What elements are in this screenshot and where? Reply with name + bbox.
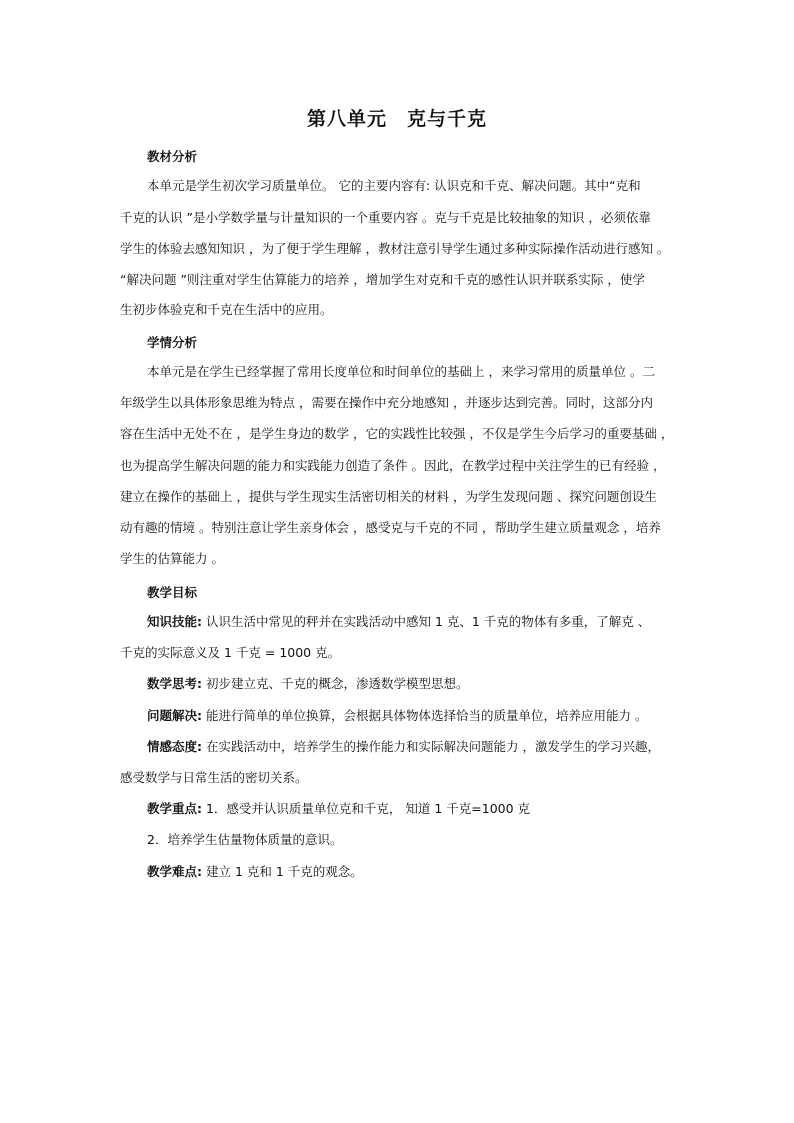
goal-text: 1．感受并认识质量单位克和千克， 知道 1 千克=1000 克	[202, 801, 531, 816]
teaching-difficulty	[147, 864, 363, 880]
goal-text: 建立 1 克和 1 千克的观念。	[202, 864, 363, 879]
paragraph-line: 千克的认识 ”是小学数学量与计量知识的一个重要内容 。克与千克是比较抽象的知识 ，必须依靠	[120, 210, 651, 225]
paragraph-line: 学生的体验去感知知识 ，为了便于学生理解 ，教材注意引导学生通过多种实际操作活动进行感知 。	[120, 241, 670, 256]
goal-text: 初步建立克、千克的概念，渗透数学模型思想。	[202, 676, 469, 691]
goal-label: 教学难点:	[147, 864, 202, 879]
goal-label: 数学思考:	[147, 676, 202, 691]
goal-label: 知识技能:	[147, 614, 202, 629]
goal-text: 在实践活动中，培养学生的操作能力和实际解决问题能力 ，激发学生的学习兴趣，	[202, 739, 660, 754]
page-title: 第八单元 克与千克	[306, 108, 487, 130]
paragraph-line: “解决问题 ”则注重对学生估算能力的培养 ，增加学生对克和千克的感性认识并联系实际 ，使学	[120, 272, 645, 287]
paragraph-line: 年级学生以具体形象思维为特点 ，需要在操作中充分地感知 ，并逐步达到完善。同时，这部分内	[120, 395, 653, 410]
section-heading-teaching-goals: 教学目标	[147, 585, 198, 600]
goal-text: 能进行简单的单位换算，会根据具体物体选择恰当的质量单位，培养应用能力 。	[202, 708, 648, 723]
section-heading-student-analysis: 学情分析	[147, 335, 198, 350]
paragraph-line: 建立在操作的基础上 ，提供与学生现实生活密切相关的材料 ，为学生发现问题 、探究问题创设生	[120, 489, 657, 504]
goal-label: 情感态度:	[147, 739, 202, 754]
paragraph-line: 动有趣的情境 。特别注意让学生亲身体会 ，感受克与千克的不同 ，帮助学生建立质量观念 ，培养	[120, 520, 661, 535]
goal-label: 问题解决:	[147, 708, 202, 723]
paragraph-line: 本单元是学生初次学习质量单位。 它的主要内容有: 认识克和千克、解决问题。其中“克和	[147, 178, 641, 193]
goal-math-thinking	[147, 676, 468, 692]
paragraph-line: 感受数学与日常生活的密切关系。	[120, 770, 308, 785]
paragraph-line: 也为提高学生解决问题的能力和实践能力创造了条件 。因此，在教学过程中关注学生的已有经验 ，	[120, 458, 666, 473]
goal-text: 认识生活中常见的秤并在实践活动中感知 1 克、1 千克的物体有多重，了解克 、	[202, 614, 651, 629]
section-heading-textbook-analysis: 教材分析	[147, 149, 198, 164]
teaching-key-points	[147, 801, 530, 817]
paragraph-line: 学生的估算能力 。	[120, 551, 224, 566]
goal-problem-solving	[147, 708, 647, 724]
paragraph-line: 本单元是在学生已经掌握了常用长度单位和时间单位的基础上 ，来学习常用的质量单位 。二	[147, 364, 655, 379]
paragraph-line: 千克的实际意义及 1 千克 = 1000 克。	[120, 645, 341, 660]
key-point-item: 2．培养学生估量物体质量的意识。	[147, 832, 343, 847]
goal-label: 教学重点:	[147, 801, 202, 816]
goal-knowledge-skills	[147, 614, 650, 630]
paragraph-line: 生初步体验克和千克在生活中的应用。	[120, 302, 333, 317]
goal-emotional-attitude	[147, 739, 660, 755]
paragraph-line: 容在生活中无处不在 ，是学生身边的数学 ，它的实践性比较强 ，不仅是学生今后学习的重要基础 ，	[120, 426, 674, 441]
